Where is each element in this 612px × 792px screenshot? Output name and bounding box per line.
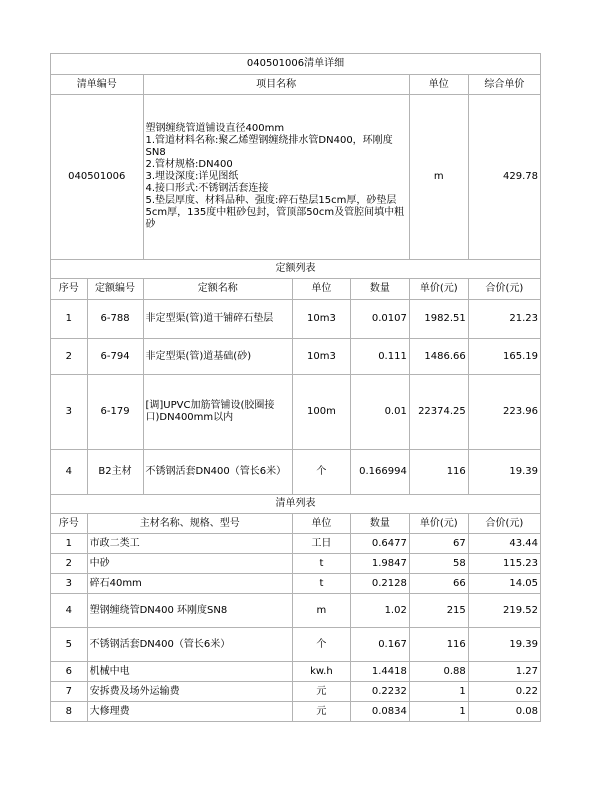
material-price: 0.88	[409, 662, 468, 682]
table-row	[51, 682, 541, 702]
quota-price: 22374.25	[409, 375, 468, 450]
table-row	[51, 702, 541, 722]
material-price: 67	[409, 534, 468, 554]
materials-col-name: 主材名称、规格、型号	[87, 514, 292, 534]
quota-no: 3	[51, 375, 88, 450]
material-unit: t	[292, 574, 350, 594]
material-name: 安拆费及场外运输费	[87, 682, 292, 702]
materials-col-price: 单价(元)	[409, 514, 468, 534]
material-total: 219.52	[468, 594, 540, 628]
item-code: 040501006	[51, 95, 144, 260]
quota-price: 1486.66	[409, 339, 468, 375]
quota-unit: 个	[292, 450, 350, 495]
quota-name: 不锈钢活套DN400（管长6米）	[143, 450, 292, 495]
quota-code: 6-788	[87, 300, 143, 339]
table-title: 040501006清单详细	[51, 54, 541, 75]
material-total: 14.05	[468, 574, 540, 594]
material-name: 机械中电	[87, 662, 292, 682]
material-price: 215	[409, 594, 468, 628]
quota-total: 165.19	[468, 339, 540, 375]
quota-col-qty: 数量	[350, 279, 409, 300]
material-unit: kw.h	[292, 662, 350, 682]
material-price: 1	[409, 702, 468, 722]
item-desc-line: 2.管材规格:DN400	[145, 159, 233, 170]
material-unit: m	[292, 594, 350, 628]
table-row	[51, 339, 541, 375]
material-unit: 元	[292, 702, 350, 722]
material-unit: 元	[292, 682, 350, 702]
quota-no: 2	[51, 339, 88, 375]
material-price: 66	[409, 574, 468, 594]
quota-unit: 10m3	[292, 300, 350, 339]
material-unit: t	[292, 554, 350, 574]
material-no: 1	[51, 534, 88, 554]
quota-price: 1982.51	[409, 300, 468, 339]
material-total: 115.23	[468, 554, 540, 574]
quota-code: 6-179	[87, 375, 143, 450]
material-qty: 0.167	[350, 628, 409, 662]
bill-detail-table	[50, 53, 541, 722]
materials-section-title: 清单列表	[51, 495, 541, 514]
item-unit: m	[409, 95, 468, 260]
material-no: 6	[51, 662, 88, 682]
quota-qty: 0.166994	[350, 450, 409, 495]
material-qty: 1.4418	[350, 662, 409, 682]
quota-col-code: 定额编号	[87, 279, 143, 300]
material-unit: 个	[292, 628, 350, 662]
material-no: 3	[51, 574, 88, 594]
quota-total: 19.39	[468, 450, 540, 495]
quota-total: 21.23	[468, 300, 540, 339]
quota-total: 223.96	[468, 375, 540, 450]
table-row	[51, 554, 541, 574]
item-desc-line: 4.接口形式:不锈钢活套连接	[145, 183, 269, 194]
material-no: 5	[51, 628, 88, 662]
item-desc-line: 3.埋设深度:详见图纸	[145, 171, 239, 182]
quota-col-total: 合价(元)	[468, 279, 540, 300]
table-row	[51, 450, 541, 495]
table-row	[51, 662, 541, 682]
materials-col-no: 序号	[51, 514, 88, 534]
material-no: 4	[51, 594, 88, 628]
quota-name: 非定型渠(管)道基础(砂)	[143, 339, 292, 375]
item-price: 429.78	[468, 95, 540, 260]
quota-price: 116	[409, 450, 468, 495]
material-price: 1	[409, 682, 468, 702]
table-row	[51, 534, 541, 554]
quota-col-unit: 单位	[292, 279, 350, 300]
material-total: 1.27	[468, 662, 540, 682]
quota-qty: 0.0107	[350, 300, 409, 339]
material-name: 中砂	[87, 554, 292, 574]
materials-col-qty: 数量	[350, 514, 409, 534]
quota-code: B2主材	[87, 450, 143, 495]
quota-unit: 100m	[292, 375, 350, 450]
material-total: 19.39	[468, 628, 540, 662]
material-name: 市政二类工	[87, 534, 292, 554]
quota-qty: 0.111	[350, 339, 409, 375]
table-row	[51, 375, 541, 450]
material-total: 43.44	[468, 534, 540, 554]
material-total: 0.22	[468, 682, 540, 702]
material-qty: 1.9847	[350, 554, 409, 574]
material-qty: 0.2128	[350, 574, 409, 594]
quota-col-price: 单价(元)	[409, 279, 468, 300]
item-description	[143, 95, 409, 260]
material-name: 塑钢缠绕管DN400 环刚度SN8	[87, 594, 292, 628]
table-row	[51, 594, 541, 628]
col-header-name: 项目名称	[143, 75, 409, 95]
material-price: 58	[409, 554, 468, 574]
material-unit: 工日	[292, 534, 350, 554]
material-qty: 0.0834	[350, 702, 409, 722]
material-no: 8	[51, 702, 88, 722]
quota-name: 非定型渠(管)道干铺碎石垫层	[143, 300, 292, 339]
material-qty: 0.6477	[350, 534, 409, 554]
col-header-price: 综合单价	[468, 75, 540, 95]
quota-col-name: 定额名称	[143, 279, 292, 300]
material-name: 不锈钢活套DN400（管长6米）	[87, 628, 292, 662]
table-row	[51, 574, 541, 594]
col-header-unit: 单位	[409, 75, 468, 95]
quota-section-title: 定额列表	[51, 260, 541, 279]
quota-name: [调]UPVC加筋管铺设(胶圈接口)DN400mm以内	[143, 375, 292, 450]
material-name: 碎石40mm	[87, 574, 292, 594]
quota-qty: 0.01	[350, 375, 409, 450]
item-desc-line: 1.管道材料名称:聚乙烯塑钢缠绕排水管DN400，环刚度SN8	[145, 135, 393, 158]
material-no: 7	[51, 682, 88, 702]
col-header-code: 清单编号	[51, 75, 144, 95]
item-desc-line: 塑钢缠绕管道铺设直径400mm	[145, 123, 285, 134]
material-no: 2	[51, 554, 88, 574]
item-desc-line: 5.垫层厚度、材料品种、强度:碎石垫层15cm厚，砂垫层5cm厚，135度中粗砂包封，管顶部50cm及管腔间填中粗砂	[145, 195, 405, 230]
quota-col-no: 序号	[51, 279, 88, 300]
materials-col-total: 合价(元)	[468, 514, 540, 534]
quota-unit: 10m3	[292, 339, 350, 375]
quota-no: 4	[51, 450, 88, 495]
materials-col-unit: 单位	[292, 514, 350, 534]
material-name: 大修理费	[87, 702, 292, 722]
material-total: 0.08	[468, 702, 540, 722]
table-row	[51, 628, 541, 662]
table-row	[51, 300, 541, 339]
quota-no: 1	[51, 300, 88, 339]
material-qty: 1.02	[350, 594, 409, 628]
quota-code: 6-794	[87, 339, 143, 375]
material-qty: 0.2232	[350, 682, 409, 702]
material-price: 116	[409, 628, 468, 662]
